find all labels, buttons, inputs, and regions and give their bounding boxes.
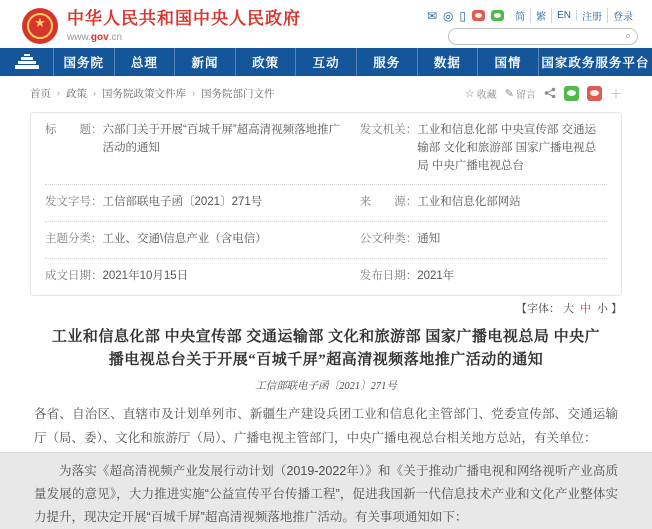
lang-traditional[interactable]: 繁	[531, 8, 552, 23]
breadcrumb-separator: ›	[192, 88, 195, 98]
mobile-icon[interactable]: ▯	[459, 8, 467, 23]
lang-simplified[interactable]: 简	[510, 8, 531, 23]
nav-item-gov-service-platform[interactable]: 国家政务服务平台	[541, 56, 650, 70]
register-link[interactable]: 注册	[577, 8, 608, 23]
mail-icon[interactable]: ✉	[426, 8, 437, 23]
meta-label-source: 来 源：	[359, 196, 418, 209]
meta-value-source: 工业和信息化部网站	[417, 196, 521, 209]
breadcrumb-policy-library[interactable]: 国务院政策文件库	[102, 87, 186, 100]
national-emblem-logo	[22, 8, 58, 44]
favorite-button[interactable]: ☆ 收藏	[464, 87, 497, 101]
breadcrumb-home[interactable]: 首页	[30, 87, 51, 100]
site-header	[0, 0, 652, 48]
wechat-icon[interactable]	[491, 10, 504, 21]
breadcrumb-department-documents[interactable]: 国务院部门文件	[201, 87, 275, 100]
document-article	[0, 316, 652, 529]
breadcrumb-policy[interactable]: 政策	[66, 87, 87, 100]
tiananmen-icon	[14, 54, 40, 70]
meta-label-publish-date: 发布日期：	[359, 270, 418, 283]
meta-label-subject-category: 主题分类：	[45, 233, 103, 246]
share-weibo-icon[interactable]	[587, 86, 602, 101]
font-size-large-button[interactable]: 大	[563, 302, 574, 315]
article-paragraph-recipients: 各省、自治区、直辖市及计划单列市、新疆生产建设兵团工业和信息化主管部门、党委宣传部、交通运输厅（局、委）、文化和旅游厅（局）、广播电视主管部门，中央广播电视总台相关地方总站，有关单位：	[34, 407, 618, 445]
share-icon	[544, 87, 556, 99]
meta-row-dates	[45, 259, 607, 295]
meta-label-title: 标 题：	[45, 124, 103, 136]
site-brand[interactable]	[22, 4, 301, 48]
header-tools	[427, 8, 638, 23]
meta-value-doc-number: 工信部联电子函〔2021〕271号	[102, 196, 263, 209]
share-button[interactable]	[544, 87, 556, 99]
star-icon: ☆	[464, 87, 475, 100]
document-meta-box	[30, 112, 622, 296]
nav-item-interact[interactable]: 互动	[296, 48, 357, 76]
login-link[interactable]: 登录	[613, 12, 633, 23]
more-tools-button[interactable]: ＋	[609, 86, 622, 101]
lang-english[interactable]: EN	[552, 10, 577, 21]
nav-item-about-china[interactable]: 国情	[478, 48, 539, 76]
article-doc-number: 工信部联电子函〔2021〕271号	[255, 381, 397, 393]
meta-label-doc-number: 发文字号：	[45, 196, 103, 209]
meta-value-doc-type: 通知	[417, 233, 441, 246]
pencil-icon: ✎	[504, 87, 514, 100]
font-size-medium-button[interactable]: 中	[580, 302, 591, 315]
breadcrumb-separator: ›	[93, 88, 96, 98]
font-size-widget: 【字体： 大 中 小 】	[516, 302, 622, 315]
meta-row-docnumber-source	[45, 185, 607, 222]
meta-value-written-date: 2021年10月15日	[102, 270, 189, 283]
share-wechat-icon[interactable]	[564, 86, 579, 101]
search-input[interactable]	[455, 30, 625, 43]
weibo-icon[interactable]	[472, 10, 485, 21]
language-links	[510, 8, 638, 23]
article-paragraph-intro: 为落实《超高清视频产业发展行动计划（2019-2022年）》和《关于推动广播电视和网络视听产业高质量发展的意见》，大力推进实施“公益宣传平台传播工程”，促进我国新一代信息技术产业和文化产业整体实力提升，现决定开展“百城千屏”超高清视频落地推广活动。有关事项通知如下：	[34, 463, 618, 524]
nav-item-premier[interactable]: 总理	[115, 48, 176, 76]
meta-row-category-type	[45, 222, 607, 259]
meta-value-issuing-agency: 工业和信息化部 中央宣传部 交通运输部 文化和旅游部 国家广播电视总局 中央广播电视总台	[417, 124, 597, 172]
breadcrumb-separator: ›	[57, 88, 60, 98]
site-title: 中华人民共和国中央人民政府	[67, 9, 301, 29]
nav-item-policy[interactable]: 政策	[236, 48, 297, 76]
nav-home-button[interactable]	[0, 48, 54, 76]
rss-icon[interactable]: ◎	[443, 8, 454, 23]
meta-label-written-date: 成文日期：	[45, 270, 103, 283]
nav-item-data[interactable]: 数据	[418, 48, 479, 76]
breadcrumb-row	[30, 80, 622, 106]
meta-value-title: 六部门关于开展“百城千屏”超高清视频落地推广活动的通知	[102, 124, 341, 154]
font-size-small-button[interactable]: 小	[597, 302, 608, 315]
breadcrumb	[30, 86, 275, 101]
meta-row-title-issuer	[45, 113, 607, 185]
meta-value-subject-category: 工业、交通\信息产业（含电信）	[102, 233, 267, 246]
search-icon[interactable]: ⌕	[624, 30, 631, 42]
meta-label-doc-type: 公文种类：	[359, 233, 418, 246]
search-box[interactable]	[448, 28, 638, 45]
nav-item-services[interactable]: 服务	[357, 48, 418, 76]
meta-label-issuing-agency: 发文机关：	[359, 124, 418, 136]
meta-value-publish-date: 2021年	[417, 270, 455, 283]
comment-button[interactable]: ✎ 留言	[504, 87, 536, 101]
nav-item-news[interactable]: 新闻	[175, 48, 236, 76]
nav-item-state-council[interactable]: 国务院	[54, 48, 115, 76]
page-toolbar	[465, 85, 622, 102]
site-url: www.gov.cn	[67, 31, 123, 43]
article-title: 工业和信息化部 中央宣传部 交通运输部 文化和旅游部 国家广播电视总局 中央广播电视总台关于开展“百城千屏”超高清视频落地推广活动的通知	[51, 328, 601, 369]
main-nav	[0, 48, 652, 76]
